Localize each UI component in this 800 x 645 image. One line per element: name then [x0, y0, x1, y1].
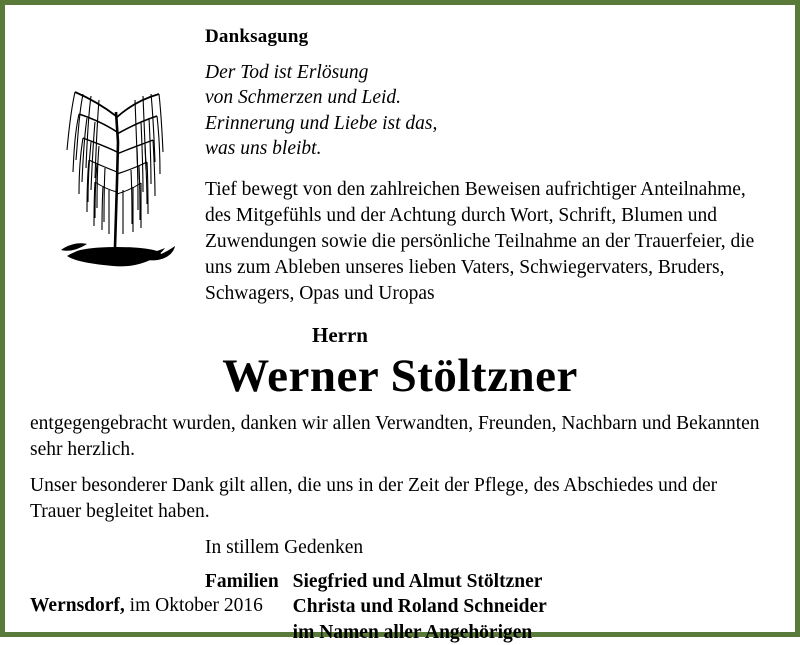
deceased-name: Werner Stöltzner	[222, 349, 578, 402]
poem-line-2: von Schmerzen und Leid.	[205, 87, 402, 109]
poem-line-4: was uns bleibt.	[205, 138, 322, 160]
notice-heading: Danksagung	[205, 26, 309, 47]
poem-block	[205, 60, 766, 161]
weeping-birch-tree-icon	[43, 32, 193, 282]
poem-line-3: Erinnerung und Liebe ist das,	[205, 112, 438, 134]
families-label: Familien	[205, 571, 279, 593]
special-thanks-paragraph: Unser besonderer Dank gilt allen, die uns in der Zeit der Pflege, des Abschiedes und der Trauer begleitet haben.	[30, 475, 718, 523]
footer-place-date	[30, 595, 263, 617]
families-list	[293, 569, 547, 645]
remembrance-line: In stillem Gedenken	[205, 537, 364, 559]
footer-date: im Oktober 2016	[124, 595, 263, 616]
intro-paragraph: Tief bewegt von den zahlreichen Beweisen aufrichtiger Anteilnahme, des Mitgefühls und der Achtung durch Wort, Schrift, Blumen und Zuwendungen sowie die persönliche Teilnahme an der Trauerfeier, die uns zum Ableben unseres lieben Vaters, Schwiegervaters, Bruders, Schwagers, Opas und Uropas	[205, 179, 755, 305]
illustration-column	[30, 26, 205, 282]
footer-place: Wernsdorf,	[30, 595, 125, 616]
family-line-2: Christa und Roland Schneider	[292, 596, 547, 618]
honorific: Herrn	[312, 322, 368, 347]
poem-line-1: Der Tod ist Erlösung	[205, 62, 369, 83]
family-line-3: im Namen aller Angehörigen	[292, 621, 533, 643]
thanks-paragraph: entgegengebracht wurden, danken wir allen Verwandten, Freunden, Nachbarn und Bekannten sehr herzlich.	[30, 413, 760, 461]
families-block	[205, 569, 770, 645]
notice-inner	[11, 11, 789, 643]
notice-top-row	[30, 26, 770, 307]
notice-text-column	[205, 26, 770, 307]
family-line-1: Siegfried und Almut Stöltzner	[292, 571, 543, 593]
